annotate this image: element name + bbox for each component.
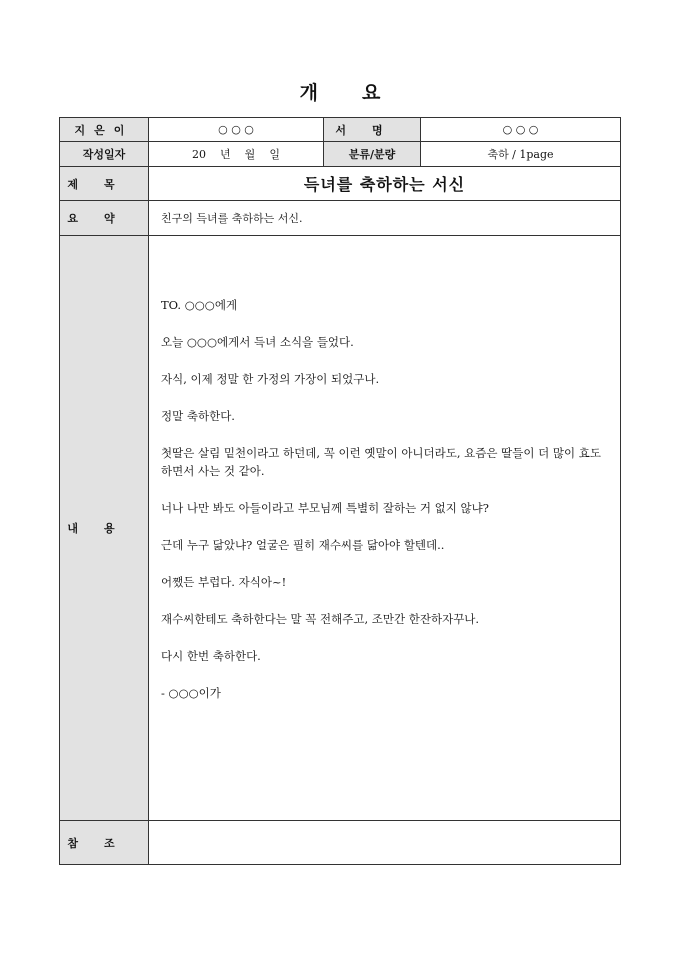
- content-paragraph: 근데 누구 닮았냐? 얼굴은 필히 재수씨를 닮아야 할텐데..: [161, 538, 445, 552]
- signature-value: ○ ○ ○: [421, 118, 621, 142]
- content-body: [149, 236, 621, 821]
- date-label: 작성일자: [60, 142, 149, 167]
- subject-label: 제목: [60, 167, 149, 201]
- content-paragraph: 자식, 이제 정말 한 가정의 가장이 되었구나.: [161, 372, 380, 386]
- author-row: [60, 118, 621, 142]
- title-char-2: 요: [362, 82, 381, 104]
- content-paragraph: 다시 한번 축하한다.: [161, 649, 261, 663]
- date-value: [149, 142, 324, 167]
- content-paragraph: 재수씨한테도 축하한다는 말 꼭 전해주고, 조만간 한잔하자꾸나.: [161, 612, 480, 626]
- signature-label: 서명: [324, 118, 421, 142]
- category-value: 축하 / 1page: [421, 142, 621, 167]
- title-char-1: 개: [299, 82, 318, 104]
- content-paragraph: 첫딸은 살림 밑천이라고 하던데, 꼭 이런 옛말이 아니더라도, 요즘은 딸들이 더 많이 효도하면서 사는 것 같아.: [161, 446, 601, 478]
- category-label: 분류/분량: [324, 142, 421, 167]
- content-label: 내용: [60, 236, 149, 821]
- date-row: [60, 142, 621, 167]
- reference-value: [149, 821, 621, 865]
- page-title: [0, 78, 680, 105]
- date-month-unit: 월: [244, 148, 256, 161]
- summary-value: 친구의 득녀를 축하하는 서신.: [149, 201, 621, 236]
- date-day-unit: 일: [269, 148, 280, 161]
- date-year: 20: [192, 148, 207, 161]
- content-row: [60, 236, 621, 821]
- content-paragraph: TO. ○○○에게: [161, 298, 238, 312]
- subject-value: 득녀를 축하하는 서신: [149, 167, 621, 201]
- reference-label: 참조: [60, 821, 149, 865]
- content-paragraph: 정말 축하한다.: [161, 409, 235, 423]
- author-value: ○ ○ ○: [149, 118, 324, 142]
- content-paragraph: 어쨌든 부럽다. 자식아~!: [161, 575, 287, 589]
- content-paragraph: - ○○○이가: [161, 686, 221, 700]
- author-label: 지은이: [60, 118, 149, 142]
- subject-row: [60, 167, 621, 201]
- date-year-unit: 년: [220, 148, 231, 161]
- content-paragraph: 너나 나만 봐도 아들이라고 부모님께 특별히 잘하는 거 없지 않냐?: [161, 501, 489, 515]
- summary-label: 요약: [60, 201, 149, 236]
- overview-table: [59, 117, 621, 865]
- summary-row: [60, 201, 621, 236]
- content-paragraph: 오늘 ○○○에게서 득녀 소식을 들었다.: [161, 335, 354, 349]
- reference-row: [60, 821, 621, 865]
